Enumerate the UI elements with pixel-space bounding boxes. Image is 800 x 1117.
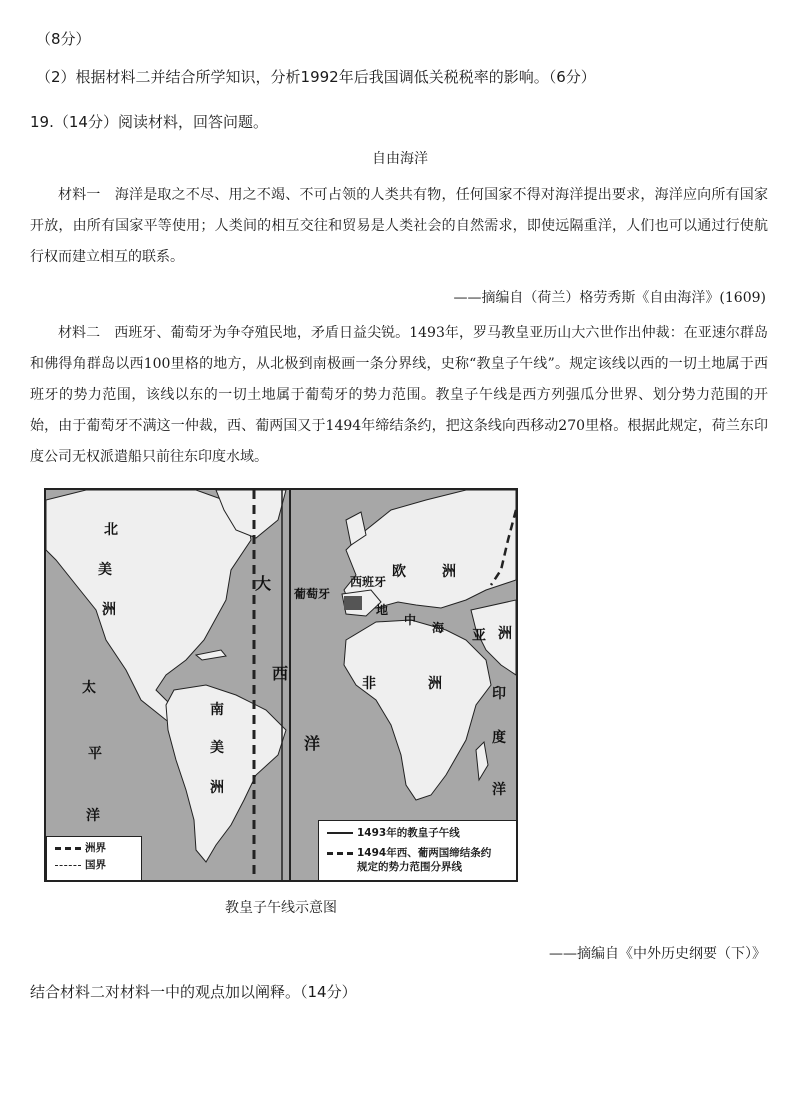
legend-1494-line-cont: 规定的势力范围分界线	[357, 861, 462, 873]
label-spain: 西班牙	[350, 575, 387, 589]
label-south-america-1: 南	[210, 702, 224, 718]
label-europe-2: 洲	[442, 564, 456, 580]
legend-left	[46, 836, 142, 882]
label-asia-2: 洲	[498, 626, 512, 642]
legend-continent-boundary: 洲界	[55, 842, 106, 855]
label-europe-1: 欧	[392, 564, 406, 580]
label-south-america-3: 洲	[210, 780, 224, 796]
label-indian-ocean-3: 洋	[492, 782, 506, 798]
q18-subquestion-2: （2）根据材料二并结合所学知识，分析1992年后我国调低关税税率的影响。（6分）	[36, 68, 596, 86]
label-atlantic-2: 西	[272, 664, 289, 683]
map-caption: 教皇子午线示意图	[225, 900, 337, 916]
legend-1494-line: 1494年西、葡两国缔结条约	[327, 847, 491, 860]
section-title: 自由海洋	[372, 151, 428, 167]
label-south-america-2: 美	[210, 740, 224, 756]
label-pacific-3: 洋	[86, 808, 100, 824]
label-north-america-2: 美	[98, 562, 112, 578]
label-pacific-2: 平	[88, 746, 102, 762]
map-source: ——摘编自《中外历史纲要（下）》	[549, 946, 766, 962]
question-prompt: 结合材料二对材料一中的观点加以阐释。（14分）	[30, 983, 357, 1001]
legend-right	[318, 820, 518, 882]
label-asia-1: 亚	[472, 628, 486, 644]
label-portugal: 葡萄牙	[294, 587, 331, 601]
label-africa-2: 洲	[428, 676, 442, 692]
material-1-source: ——摘编自（荷兰）格劳秀斯《自由海洋》(1609)	[453, 290, 766, 306]
label-indian-ocean-1: 印	[492, 686, 506, 702]
label-atlantic-3: 洋	[304, 734, 321, 753]
q19-header: 19.（14分）阅读材料，回答问题。	[30, 113, 268, 131]
papal-line-map	[44, 488, 518, 882]
material-2-text: 材料二 西班牙、葡萄牙为争夺殖民地，矛盾日益尖锐。1493年，罗马教皇亚历山大六世作出仲裁：在亚速尔群岛和佛得角群岛以西100里格的地方，从北极到南极画一条分界线，史称“教皇子午线”。规定该线以西的一切土地属于西班牙的势力范围，该线以东的一切土地属于葡萄牙的势力范围。教皇子午线是西方列强瓜分世界、划分势力范围的开始，由于葡萄牙不满这一仲裁，西、葡两国又于1494年缔结条约，把这条线向西移动270里格。根据此规定，荷兰东印度公司无权派遣船只前往东印度水域。	[30, 325, 768, 465]
label-pacific-1: 太	[82, 680, 96, 696]
label-africa-1: 非	[362, 676, 376, 692]
legend-country-boundary: 国界	[55, 859, 106, 872]
material-1-text: 材料一 海洋是取之不尽、用之不竭、不可占领的人类共有物，任何国家不得对海洋提出要求，海洋应向所有国家开放，由所有国家平等使用；人类间的相互交往和贸易是人类社会的自然需求，即使远隔重洋，人们也可以通过行使航行权而建立相互的联系。	[30, 187, 768, 265]
label-mediterranean-3: 海	[432, 621, 445, 635]
q18-score: （8分）	[36, 30, 91, 48]
label-indian-ocean-2: 度	[492, 730, 506, 746]
label-mediterranean-1: 地	[376, 603, 389, 617]
label-north-america-1: 北	[104, 522, 118, 538]
label-atlantic-1: 大	[255, 574, 272, 593]
label-mediterranean-2: 中	[404, 613, 417, 627]
legend-1493-line: 1493年的教皇子午线	[327, 827, 460, 840]
label-north-america-3: 洲	[102, 602, 116, 618]
